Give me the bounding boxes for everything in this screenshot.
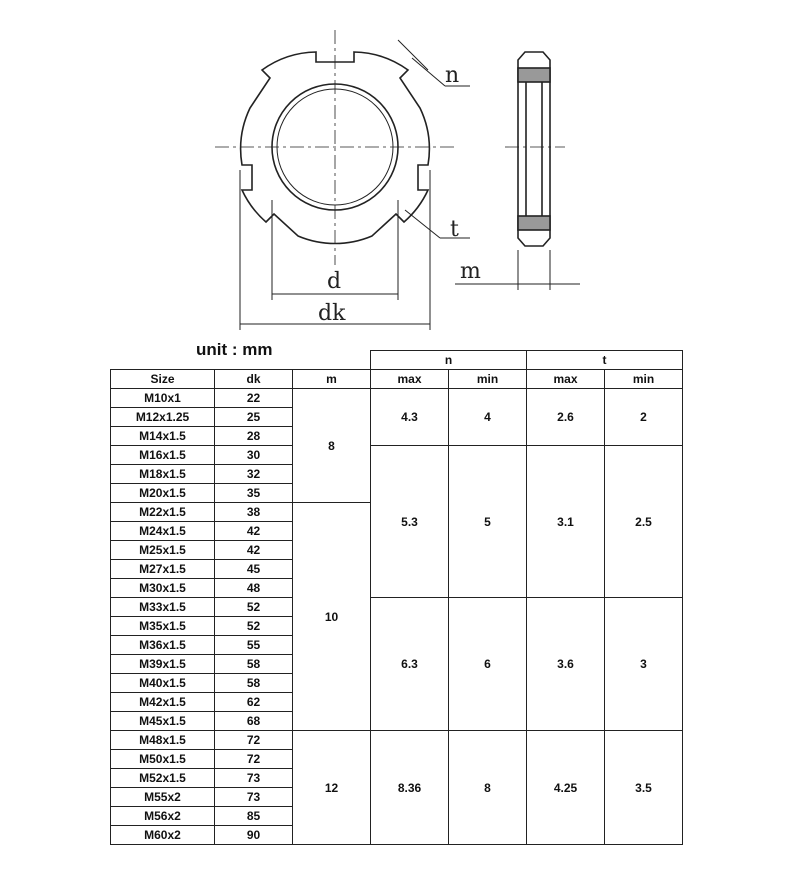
size-cell: M18x1.5 bbox=[111, 465, 215, 484]
size-cell: M25x1.5 bbox=[111, 541, 215, 560]
t-min-cell: 3 bbox=[605, 598, 683, 731]
header-m: m bbox=[293, 370, 371, 389]
n-min-cell: 8 bbox=[449, 731, 527, 845]
dk-cell: 35 bbox=[215, 484, 293, 503]
label-dk: dk bbox=[318, 301, 346, 326]
size-cell: M10x1 bbox=[111, 389, 215, 408]
size-cell: M40x1.5 bbox=[111, 674, 215, 693]
header-t-min: min bbox=[605, 370, 683, 389]
header-size: Size bbox=[111, 370, 215, 389]
dk-cell: 45 bbox=[215, 560, 293, 579]
dk-cell: 42 bbox=[215, 522, 293, 541]
t-max-cell: 3.6 bbox=[527, 598, 605, 731]
dk-cell: 42 bbox=[215, 541, 293, 560]
size-cell: M60x2 bbox=[111, 826, 215, 845]
size-cell: M50x1.5 bbox=[111, 750, 215, 769]
t-min-cell: 3.5 bbox=[605, 731, 683, 845]
size-cell: M45x1.5 bbox=[111, 712, 215, 731]
label-t: t bbox=[450, 217, 459, 242]
m-cell: 10 bbox=[293, 503, 371, 731]
size-cell: M20x1.5 bbox=[111, 484, 215, 503]
t-max-cell: 2.6 bbox=[527, 389, 605, 446]
dk-cell: 73 bbox=[215, 769, 293, 788]
dk-cell: 25 bbox=[215, 408, 293, 427]
size-cell: M36x1.5 bbox=[111, 636, 215, 655]
column-header-row bbox=[111, 370, 683, 389]
n-min-cell: 5 bbox=[449, 446, 527, 598]
dk-cell: 72 bbox=[215, 731, 293, 750]
size-cell: M35x1.5 bbox=[111, 617, 215, 636]
size-cell: M14x1.5 bbox=[111, 427, 215, 446]
dk-cell: 52 bbox=[215, 598, 293, 617]
dk-cell: 62 bbox=[215, 693, 293, 712]
size-cell: M33x1.5 bbox=[111, 598, 215, 617]
t-max-cell: 3.1 bbox=[527, 446, 605, 598]
dk-cell: 58 bbox=[215, 655, 293, 674]
size-cell: M39x1.5 bbox=[111, 655, 215, 674]
table-row bbox=[111, 598, 683, 617]
t-min-cell: 2 bbox=[605, 389, 683, 446]
label-m: m bbox=[460, 259, 481, 284]
n-max-cell: 5.3 bbox=[371, 446, 449, 598]
dk-cell: 85 bbox=[215, 807, 293, 826]
label-d: d bbox=[327, 269, 342, 294]
size-cell: M42x1.5 bbox=[111, 693, 215, 712]
dk-cell: 30 bbox=[215, 446, 293, 465]
label-n: n bbox=[445, 63, 460, 88]
dk-cell: 32 bbox=[215, 465, 293, 484]
table-row bbox=[111, 389, 683, 408]
size-cell: M30x1.5 bbox=[111, 579, 215, 598]
dk-cell: 55 bbox=[215, 636, 293, 655]
size-cell: M12x1.25 bbox=[111, 408, 215, 427]
t-max-cell: 4.25 bbox=[527, 731, 605, 845]
header-n-max: max bbox=[371, 370, 449, 389]
n-min-cell: 6 bbox=[449, 598, 527, 731]
n-max-cell: 4.3 bbox=[371, 389, 449, 446]
n-max-cell: 6.3 bbox=[371, 598, 449, 731]
dk-cell: 22 bbox=[215, 389, 293, 408]
header-dk: dk bbox=[215, 370, 293, 389]
size-cell: M56x2 bbox=[111, 807, 215, 826]
header-t: t bbox=[527, 351, 683, 370]
dk-cell: 28 bbox=[215, 427, 293, 446]
t-min-cell: 2.5 bbox=[605, 446, 683, 598]
dk-cell: 48 bbox=[215, 579, 293, 598]
dimension-table bbox=[110, 350, 683, 845]
table-row bbox=[111, 731, 683, 750]
size-cell: M24x1.5 bbox=[111, 522, 215, 541]
n-max-cell: 8.36 bbox=[371, 731, 449, 845]
size-cell: M16x1.5 bbox=[111, 446, 215, 465]
size-cell: M52x1.5 bbox=[111, 769, 215, 788]
header-n: n bbox=[371, 351, 527, 370]
dk-cell: 68 bbox=[215, 712, 293, 731]
header-t-max: max bbox=[527, 370, 605, 389]
header-n-min: min bbox=[449, 370, 527, 389]
dk-cell: 73 bbox=[215, 788, 293, 807]
size-cell: M48x1.5 bbox=[111, 731, 215, 750]
dk-cell: 38 bbox=[215, 503, 293, 522]
m-cell: 12 bbox=[293, 731, 371, 845]
dk-cell: 52 bbox=[215, 617, 293, 636]
dk-cell: 90 bbox=[215, 826, 293, 845]
lock-nut-drawing bbox=[0, 0, 800, 340]
size-cell: M22x1.5 bbox=[111, 503, 215, 522]
m-cell: 8 bbox=[293, 389, 371, 503]
dk-cell: 58 bbox=[215, 674, 293, 693]
table-row bbox=[111, 446, 683, 465]
group-header-row bbox=[111, 351, 683, 370]
n-min-cell: 4 bbox=[449, 389, 527, 446]
size-cell: M27x1.5 bbox=[111, 560, 215, 579]
dk-cell: 72 bbox=[215, 750, 293, 769]
size-cell: M55x2 bbox=[111, 788, 215, 807]
unit-label: unit : mm bbox=[196, 340, 273, 359]
